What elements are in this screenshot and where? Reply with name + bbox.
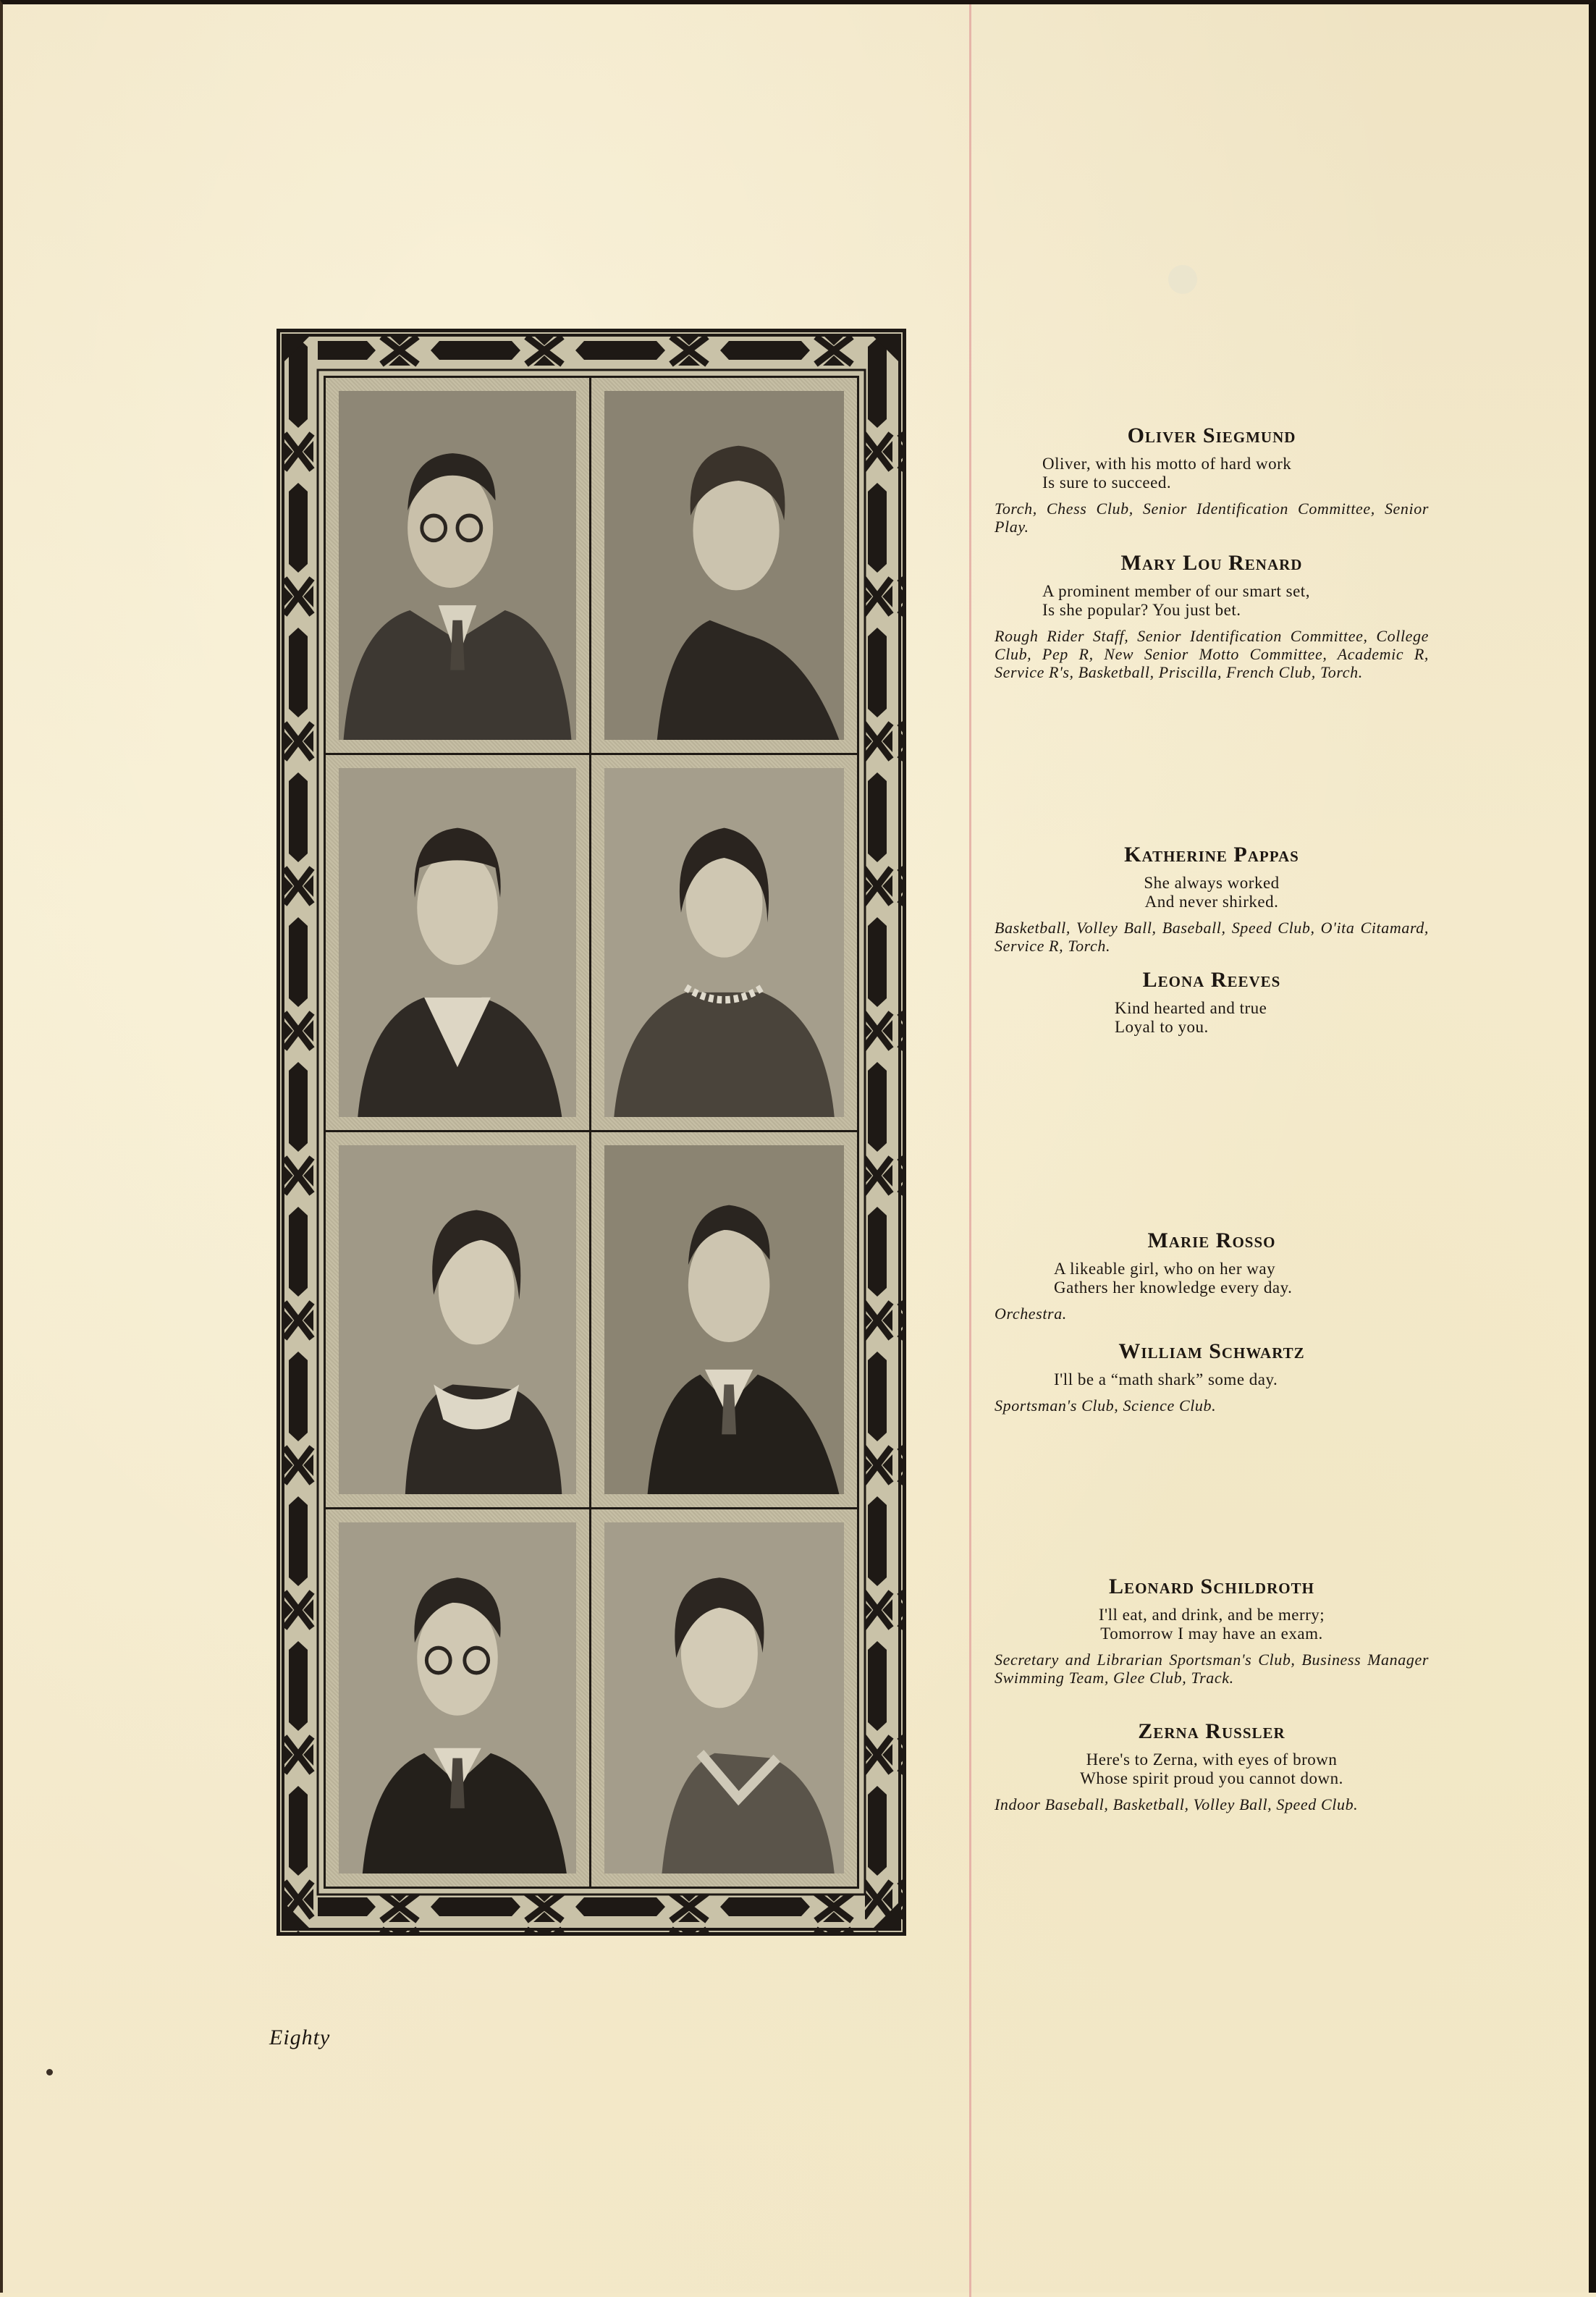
student-verse [995, 1750, 1429, 1788]
student-activities: Secretary and Librarian Sportsman's Club, Business Manager Swimming Team, Glee Club, Track. [995, 1651, 1429, 1687]
student-activities: Basketball, Volley Ball, Baseball, Speed Club, O'ita Citamard, Service R, Torch. [995, 919, 1429, 955]
female-portrait-icon [604, 391, 844, 740]
verse-line: Gathers her knowledge every day. [1054, 1278, 1293, 1297]
student-verse [995, 1370, 1429, 1389]
female-portrait-icon [604, 1522, 844, 1874]
female-portrait-icon [339, 768, 576, 1117]
verse-line: I'll be a “math shark” some day. [1054, 1370, 1278, 1388]
male-portrait-icon [339, 1522, 576, 1874]
verse-line: I'll eat, and drink, and be merry; [1098, 1606, 1325, 1624]
verse-line: A likeable girl, who on her way [1054, 1260, 1276, 1278]
student-activities: Torch, Chess Club, Senior Identification Committee, Senior Play. [995, 500, 1429, 536]
photo-cell [326, 378, 591, 755]
photo-cell [591, 1132, 857, 1509]
student-activities: Orchestra. [995, 1305, 1067, 1323]
student-verse [995, 1260, 1429, 1297]
verse-line: Loyal to you. [1115, 1018, 1209, 1036]
verse-line: Is she popular? You just bet. [1042, 601, 1241, 619]
student-entry [995, 967, 1429, 1037]
verse-line: Tomorrow I may have an exam. [1100, 1624, 1323, 1643]
male-portrait-icon [604, 1145, 844, 1494]
photo-grid [324, 376, 859, 1889]
verse-line: And never shirked. [1144, 893, 1279, 911]
page-number: Eighty [269, 2026, 331, 2049]
female-portrait-icon [604, 768, 844, 1117]
student-verse [995, 455, 1429, 492]
student-name: Oliver Siegmund [1127, 423, 1296, 447]
student-entry [995, 1574, 1429, 1687]
male-portrait-icon [339, 391, 576, 740]
verse-line: Kind hearted and true [1115, 999, 1267, 1017]
student-entry [995, 550, 1429, 681]
student-verse [995, 999, 1429, 1037]
student-activities: Rough Rider Staff, Senior Identification Committee, College Club, Pep R, New Senior Motto Committee, Academic R, Service R's, Basketball, Priscilla, French Club, Torch. [995, 627, 1429, 681]
portrait-photo [604, 1145, 844, 1494]
verse-line: Here's to Zerna, with eyes of brown [1086, 1750, 1338, 1769]
photo-cell [591, 1509, 857, 1887]
portrait-photo [339, 1522, 576, 1874]
gutter-line [969, 4, 971, 2297]
portrait-photo [604, 1522, 844, 1874]
student-entry [995, 1339, 1429, 1415]
verse-line: She always worked [1144, 874, 1280, 892]
photo-cell [591, 378, 857, 755]
verse-line: A prominent member of our smart set, [1042, 582, 1310, 600]
portrait-photo [604, 391, 844, 740]
student-name: Zerna Russler [1138, 1719, 1285, 1743]
verse-line: Is sure to succeed. [1042, 473, 1172, 492]
student-verse [995, 874, 1429, 911]
student-activities: Sportsman's Club, Science Club. [995, 1396, 1217, 1415]
student-name: Marie Rosso [1147, 1228, 1276, 1252]
portrait-photo [339, 1145, 576, 1494]
student-entry [995, 842, 1429, 955]
portrait-photo [604, 768, 844, 1117]
student-name: Leona Reeves [1142, 968, 1281, 992]
student-name: Katherine Pappas [1124, 843, 1299, 867]
student-name: Mary Lou Renard [1120, 551, 1303, 575]
photo-cell [326, 755, 591, 1132]
portrait-photo [339, 768, 576, 1117]
paper-stain [1168, 265, 1197, 294]
photo-cell [591, 755, 857, 1132]
ink-speck [46, 2069, 53, 2075]
photo-frame [276, 329, 906, 1936]
female-portrait-icon [339, 1145, 576, 1494]
student-name: William Schwartz [1118, 1339, 1305, 1363]
student-entry [995, 1719, 1429, 1813]
student-activities: Indoor Baseball, Basketball, Volley Ball, Speed Club. [995, 1795, 1359, 1813]
student-verse [995, 582, 1429, 620]
student-name: Leonard Schildroth [1109, 1575, 1314, 1598]
student-entry [995, 1228, 1429, 1323]
portrait-photo [339, 391, 576, 740]
photo-cell [326, 1132, 591, 1509]
student-entry [995, 423, 1429, 536]
student-verse [995, 1606, 1429, 1643]
photo-cell [326, 1509, 591, 1887]
verse-line: Oliver, with his motto of hard work [1042, 455, 1292, 473]
verse-line: Whose spirit proud you cannot down. [1080, 1769, 1343, 1787]
